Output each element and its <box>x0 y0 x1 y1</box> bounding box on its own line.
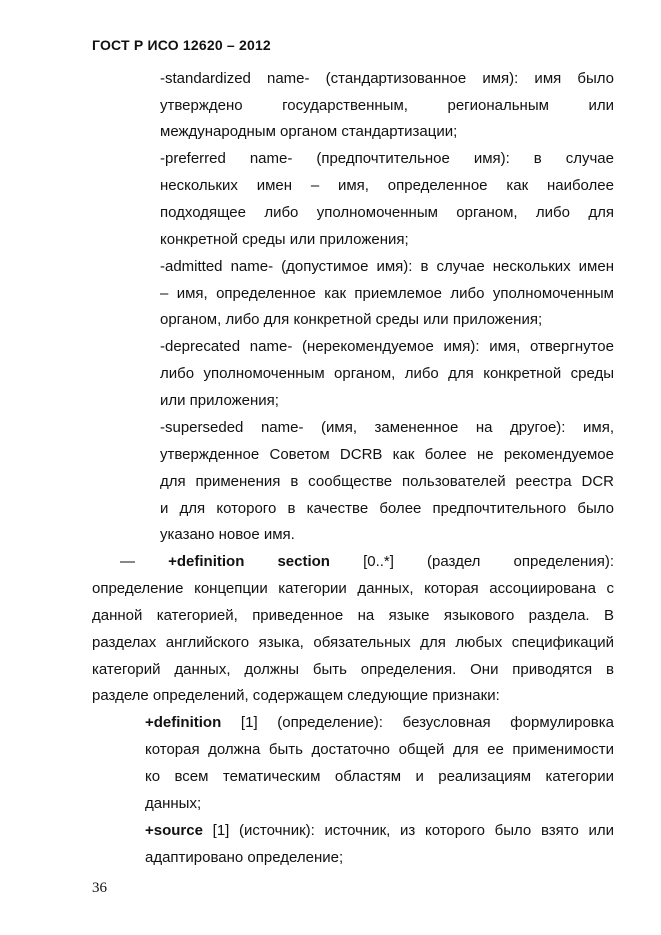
body-line: данной категорией, приведенное на языке языкового раздела. В <box>92 607 614 624</box>
term-description: [0..*] (раздел определения): <box>363 553 614 570</box>
body-line: -superseded name- (имя, замененное на другое): имя, <box>160 419 614 436</box>
section-item-line <box>120 549 614 575</box>
body-line: утвержденное Советом DCRB как более не рекомендуемое <box>160 446 614 463</box>
term-description: [1] (источник): источник, из которого было взято или <box>202 822 614 839</box>
body-line: – имя, определенное как приемлемое либо уполномоченным <box>160 285 614 302</box>
term-definition: +definition <box>145 714 222 731</box>
document-header: ГОСТ Р ИСО 12620 – 2012 <box>92 37 271 53</box>
body-line: -deprecated name- (нерекомендуемое имя): имя, отвергнутое <box>160 338 614 355</box>
body-line: утверждено государственным, региональным или <box>160 97 614 114</box>
dash-marker: — <box>120 553 135 570</box>
body-line: подходящее либо уполномоченным органом, либо для <box>160 204 614 221</box>
body-line: органом, либо для конкретной среды или приложения; <box>160 311 543 328</box>
body-line: конкретной среды или приложения; <box>160 231 409 248</box>
body-line: разделе определений, содержащем следующие признаки: <box>92 687 500 704</box>
body-line: категорий данных, должны быть определения. Они приводятся в <box>92 661 614 678</box>
source-item-line <box>145 818 614 844</box>
body-line: для применения в сообществе пользователей реестра DCR <box>160 473 614 490</box>
term-description: [1] (определение): безусловная формулировка <box>221 714 614 731</box>
body-line: адаптировано определение; <box>145 849 344 866</box>
body-line: разделах английского языка, обязательных для любых спецификаций <box>92 634 614 651</box>
body-line: -standardized name- (стандартизованное имя): имя было <box>160 70 614 87</box>
body-line: ко всем тематическим областям и реализациям категории <box>145 768 614 785</box>
page-number: 36 <box>92 880 107 896</box>
definition-item-line <box>145 710 614 736</box>
term-definition-section: +definition section <box>168 553 330 570</box>
body-line: -preferred name- (предпочтительное имя): в случае <box>160 150 614 167</box>
body-line: или приложения; <box>160 392 279 409</box>
body-line: -admitted name- (допустимое имя): в случае нескольких имен <box>160 258 614 275</box>
body-line: определение концепции категории данных, которая ассоциирована с <box>92 580 614 597</box>
body-line: данных; <box>145 795 202 812</box>
term-source: +source <box>145 822 203 839</box>
body-line: международным органом стандартизации; <box>160 123 458 140</box>
body-line: либо уполномоченным органом, либо для конкретной среды <box>160 365 614 382</box>
body-line: которая должна быть достаточно общей для ее применимости <box>145 741 614 758</box>
body-line: указано новое имя. <box>160 526 295 543</box>
body-line: нескольких имен – имя, определенное как наиболее <box>160 177 614 194</box>
body-line: и для которого в качестве более предпочтительного было <box>160 500 614 517</box>
